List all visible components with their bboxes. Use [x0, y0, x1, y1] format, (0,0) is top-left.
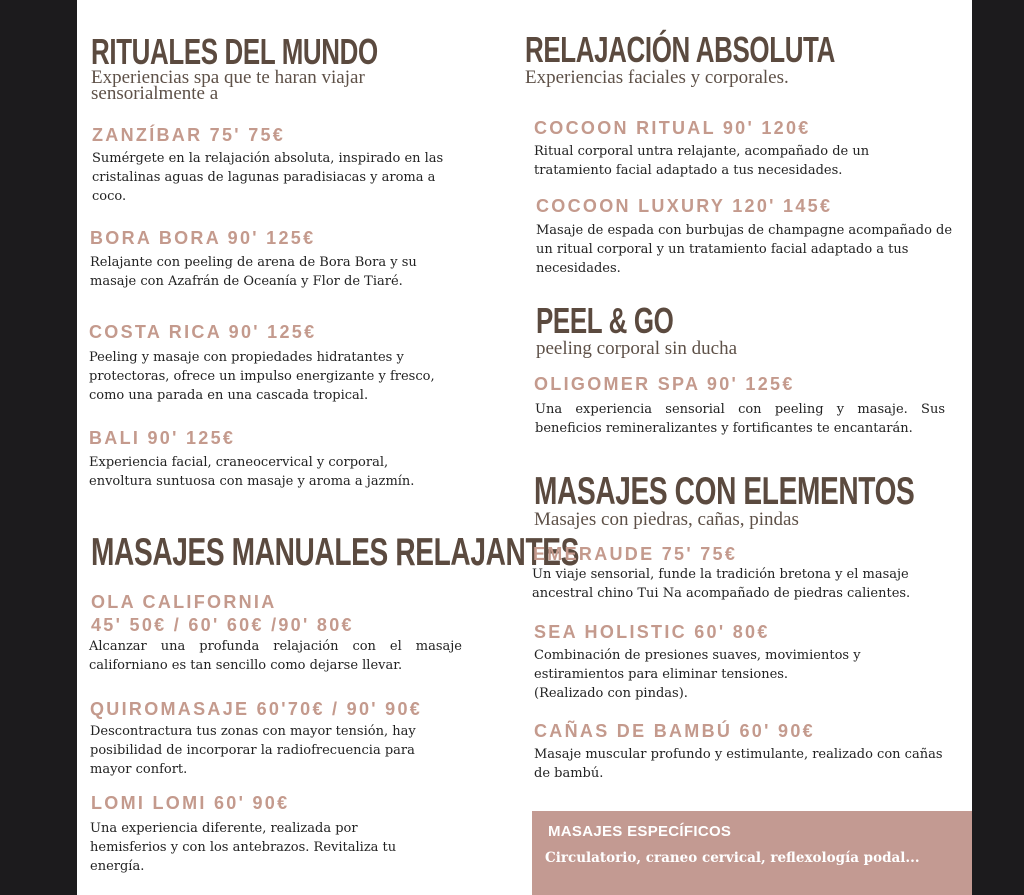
item-desc-sea-holistic: Combinación de presiones suaves, movimientos y estiramientos para eliminar tensiones. [534, 648, 861, 682]
section-subtitle-peel-go: peeling corporal sin ducha [536, 338, 738, 359]
item-title-sea-holistic: SEA HOLISTIC 60' 80€ [534, 622, 770, 642]
especificos-desc: Circulatorio, craneo cervical, reflexología podal... [545, 850, 920, 866]
item-title-quiromasaje: QUIROMASAJE 60'70€ / 90' 90€ [90, 699, 423, 719]
item-title-cocoon-luxury: COCOON LUXURY 120' 145€ [536, 196, 833, 216]
section-title-manuales: MASAJES MANUALES RELAJANTES [91, 531, 579, 574]
item-title-ola-california: OLA CALIFORNIA [91, 592, 277, 612]
section-subtitle-rituales: Experiencias spa que te haran viajar [91, 67, 365, 88]
item-title-lomi-lomi: LOMI LOMI 60' 90€ [91, 793, 290, 813]
item-title-bora-bora: BORA BORA 90' 125€ [90, 228, 316, 248]
especificos-box [532, 811, 972, 895]
section-subtitle-relajacion: Experiencias faciales y corporales. [525, 67, 789, 88]
item-desc-costa-rica: Peeling y masaje con propiedades hidratantes y protectoras, ofrece un impulso energizante y fresco, como una parada en una cascada tropical. [89, 350, 435, 403]
item-price-ola-california: 45' 50€ / 60' 60€ /90' 80€ [91, 615, 354, 635]
section-subtitle-rituales-2: sensorialmente a [91, 83, 219, 104]
item-title-bali: BALI 90' 125€ [89, 428, 236, 448]
section-subtitle-elementos: Masajes con piedras, cañas, pindas [534, 509, 799, 530]
item-title-emeraude: EMERAUDE 75' 75€ [533, 544, 738, 564]
item-title-canas-bambu: CAÑAS DE BAMBÚ 60' 90€ [534, 721, 815, 741]
item-title-oligomer: OLIGOMER SPA 90' 125€ [534, 374, 795, 394]
item-desc-bora-bora: Relajante con peeling de arena de Bora Bora y su masaje con Azafrán de Oceanía y Flor de Tiaré. [90, 255, 417, 289]
item-desc-bali: Experiencia facial, craneocervical y corporal, envoltura suntuosa con masaje y aroma a jazmín. [89, 455, 415, 489]
item-desc-cocoon-ritual: Ritual corporal untra relajante, acompañado de un tratamiento facial adaptado a tus necesidades. [534, 144, 870, 178]
item-note-sea-holistic: (Realizado con pindas). [534, 686, 688, 701]
item-title-cocoon-ritual: COCOON RITUAL 90' 120€ [534, 118, 811, 138]
item-desc-cocoon-luxury: Masaje de espada con burbujas de champagne acompañado de un ritual corporal y un tratamiento facial adaptado a tus necesidades. [536, 223, 953, 276]
item-title-costa-rica: COSTA RICA 90' 125€ [89, 322, 317, 342]
item-desc-ola-california: Alcanzar una profunda relajación con el masaje californiano es tan sencillo como dejarse llevar. [89, 639, 462, 673]
item-desc-emeraude: Un viaje sensorial, funde la tradición bretona y el masaje ancestral chino Tui Na acompañado de piedras calientes. [532, 567, 911, 601]
item-desc-quiromasaje: Descontractura tus zonas con mayor tensión, hay posibilidad de incorporar la radiofrecuencia para mayor confort. [90, 724, 416, 777]
section-title-elementos: MASAJES CON ELEMENTOS [534, 470, 915, 513]
item-desc-canas-bambu: Masaje muscular profundo y estimulante, realizado con cañas de bambú. [534, 747, 943, 781]
item-desc-oligomer: Una experiencia sensorial con peeling y masaje. Sus beneficios remineralizantes y fortificantes te encantarán. [535, 402, 945, 436]
section-title-relajacion: RELAJACIÓN ABSOLUTA [525, 29, 835, 70]
item-title-zanzibar: ZANZÍBAR 75' 75€ [92, 125, 286, 145]
section-title-rituales: RITUALES DEL MUNDO [91, 31, 378, 72]
menu-page [77, 0, 972, 895]
item-desc-lomi-lomi: Una experiencia diferente, realizada por hemisferios y con los antebrazos. Revitaliza tu energía. [90, 821, 397, 874]
especificos-title: MASAJES ESPECÍFICOS [548, 823, 732, 840]
item-desc-zanzibar: Sumérgete en la relajación absoluta, inspirado en las cristalinas aguas de lagunas paradisiacas y aroma a coco. [92, 151, 444, 204]
section-title-peel-go: PEEL & GO [536, 300, 674, 341]
